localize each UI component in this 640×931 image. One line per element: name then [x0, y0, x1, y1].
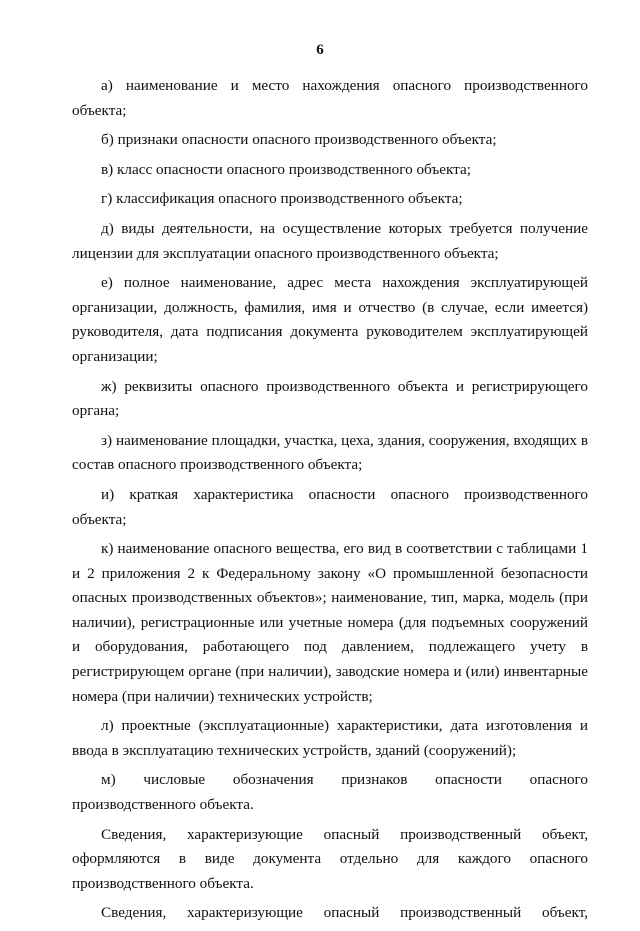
paragraph-z: з) наименование площадки, участка, цеха, здания, сооружения, входящих в состав опасного производственного объекта; — [72, 431, 588, 474]
paragraph-b: б) признаки опасности опасного производственного объекта; — [101, 131, 497, 149]
paragraph-v: в) класс опасности опасного производственного объекта; — [101, 160, 471, 178]
paragraph-i: и) краткая характеристика опасности опасного производственного объекта; — [72, 485, 588, 528]
paragraph-d: д) виды деятельности, на осуществление которых требуется получение лицензии для эксплуатации опасного производственного объекта; — [72, 219, 588, 262]
document-body — [72, 74, 588, 931]
paragraph-g: г) классификация опасного производственного объекта; — [101, 190, 463, 208]
page-number: 6 — [316, 42, 324, 58]
paragraph-zh: ж) реквизиты опасного производственного объекта и регистрирующего органа; — [72, 377, 588, 420]
paragraph-k: к) наименование опасного вещества, его вид в соответствии с таблицами 1 и 2 приложения 2 к Федеральному закону «О промышленной безопасности опасных производственных объектов»; наименование, тип, марка, модель (при наличии), регистрационные или учетные номера (для подъемных сооружений и оборудования, работающего под давлением, подлежащего учету в регистрирующем органе (при наличии), заводские номера и (или) инвентарные номера (при наличии) технических устройств; — [72, 540, 588, 705]
paragraph-e: е) полное наименование, адрес места нахождения эксплуатирующей организации, должность, фамилия, имя и отчество (в случае, если имеется) руководителя, дата подписания документа руководителем эксплуатирующей организации; — [72, 274, 588, 365]
paragraph-a: а) наименование и место нахождения опасного производственного объекта; — [72, 77, 588, 119]
paragraph-svedeniya-1: Сведения, характеризующие опасный производственный объект, оформляются в виде документа отдельно для каждого опасного производственного объекта. — [72, 825, 588, 892]
paragraph-l: л) проектные (эксплуатационные) характеристики, дата изготовления и ввода в эксплуатацию технических устройств, зданий (сооружений); — [72, 717, 588, 759]
paragraph-m: м) числовые обозначения признаков опасности опасного производственного объекта. — [72, 771, 588, 814]
paragraph-svedeniya-2: Сведения, характеризующие опасный производственный объект, — [101, 904, 588, 922]
